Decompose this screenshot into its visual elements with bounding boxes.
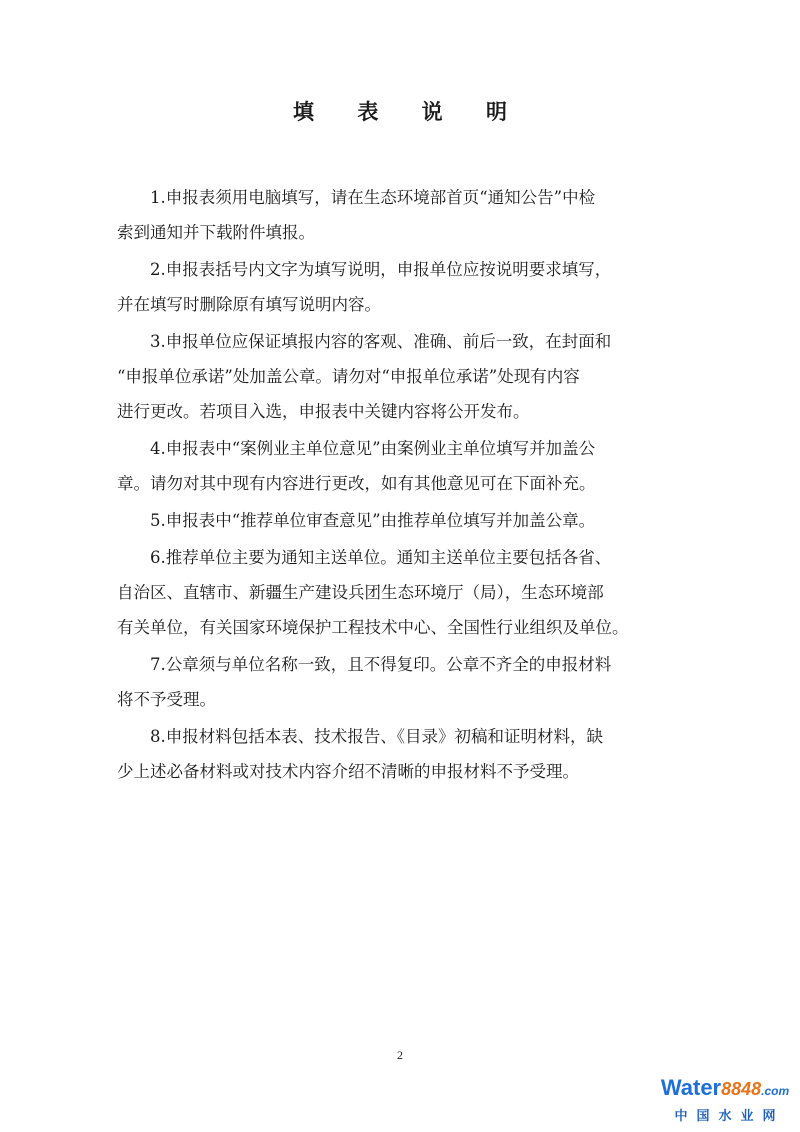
instruction-paragraph <box>117 180 685 250</box>
paragraph-line: 2.申报表括号内文字为填写说明，申报单位应按说明要求填写， <box>150 260 612 279</box>
paragraph-line: 将不予受理。 <box>117 690 216 709</box>
paragraph-line: 3.申报单位应保证填报内容的客观、准确、前后一致，在封面和 <box>150 332 612 351</box>
paragraph-line: 4.申报表中“案例业主单位意见”由案例业主单位填写并加盖公 <box>150 439 596 458</box>
paragraph-line: 6.推荐单位主要为通知主送单位。通知主送单位主要包括各省、 <box>150 548 612 567</box>
instruction-paragraph <box>117 324 685 429</box>
instruction-paragraph <box>117 540 685 645</box>
paragraph-line: “申报单位承诺”处加盖公章。请勿对“申报单位承诺”处现有内容 <box>117 367 580 386</box>
instructions-body <box>117 180 685 791</box>
page-title: 填 表 说 明 <box>293 100 525 124</box>
paragraph-line: 7.公章须与单位名称一致，且不得复印。公章不齐全的申报材料 <box>150 655 612 674</box>
paragraph-line: 1.申报表须用电脑填写，请在生态环境部首页“通知公告”中检 <box>150 188 596 207</box>
paragraph-line: 进行更改。若项目入选，申报表中关键内容将公开发布。 <box>117 402 530 421</box>
paragraph-line: 少上述必备材料或对技术内容介绍不清晰的申报材料不予受理。 <box>117 762 579 781</box>
instruction-paragraph <box>117 252 685 322</box>
watermark-brand-part: 8848 <box>721 1079 762 1099</box>
watermark-subtitle: 中国水业网 <box>674 1109 785 1124</box>
paragraph-line: 8.申报材料包括本表、技术报告、《目录》初稿和证明材料，缺 <box>150 727 603 746</box>
instruction-paragraph <box>117 431 685 501</box>
instruction-paragraph <box>117 503 685 538</box>
paragraph-line: 有关单位，有关国家环境保护工程技术中心、全国性行业组织及单位。 <box>117 618 629 637</box>
watermark-brand-part: Water <box>660 1075 722 1100</box>
watermark-brand <box>660 1077 790 1102</box>
instruction-paragraph <box>117 647 685 717</box>
paragraph-line: 并在填写时删除原有填写说明内容。 <box>117 295 381 314</box>
instruction-paragraph <box>117 719 685 789</box>
watermark-brand-part: .com <box>761 1084 790 1098</box>
paragraph-line: 索到通知并下载附件填报。 <box>117 223 315 242</box>
page-number: 2 <box>397 1048 403 1062</box>
paragraph-line: 5.申报表中“推荐单位审查意见”由推荐单位填写并加盖公章。 <box>150 511 596 530</box>
paragraph-line: 章。请勿对其中现有内容进行更改，如有其他意见可在下面补充。 <box>117 474 596 493</box>
paragraph-line: 自治区、直辖市、新疆生产建设兵团生态环境厅（局），生态环境部 <box>117 583 604 602</box>
site-watermark-logo <box>660 1077 790 1124</box>
